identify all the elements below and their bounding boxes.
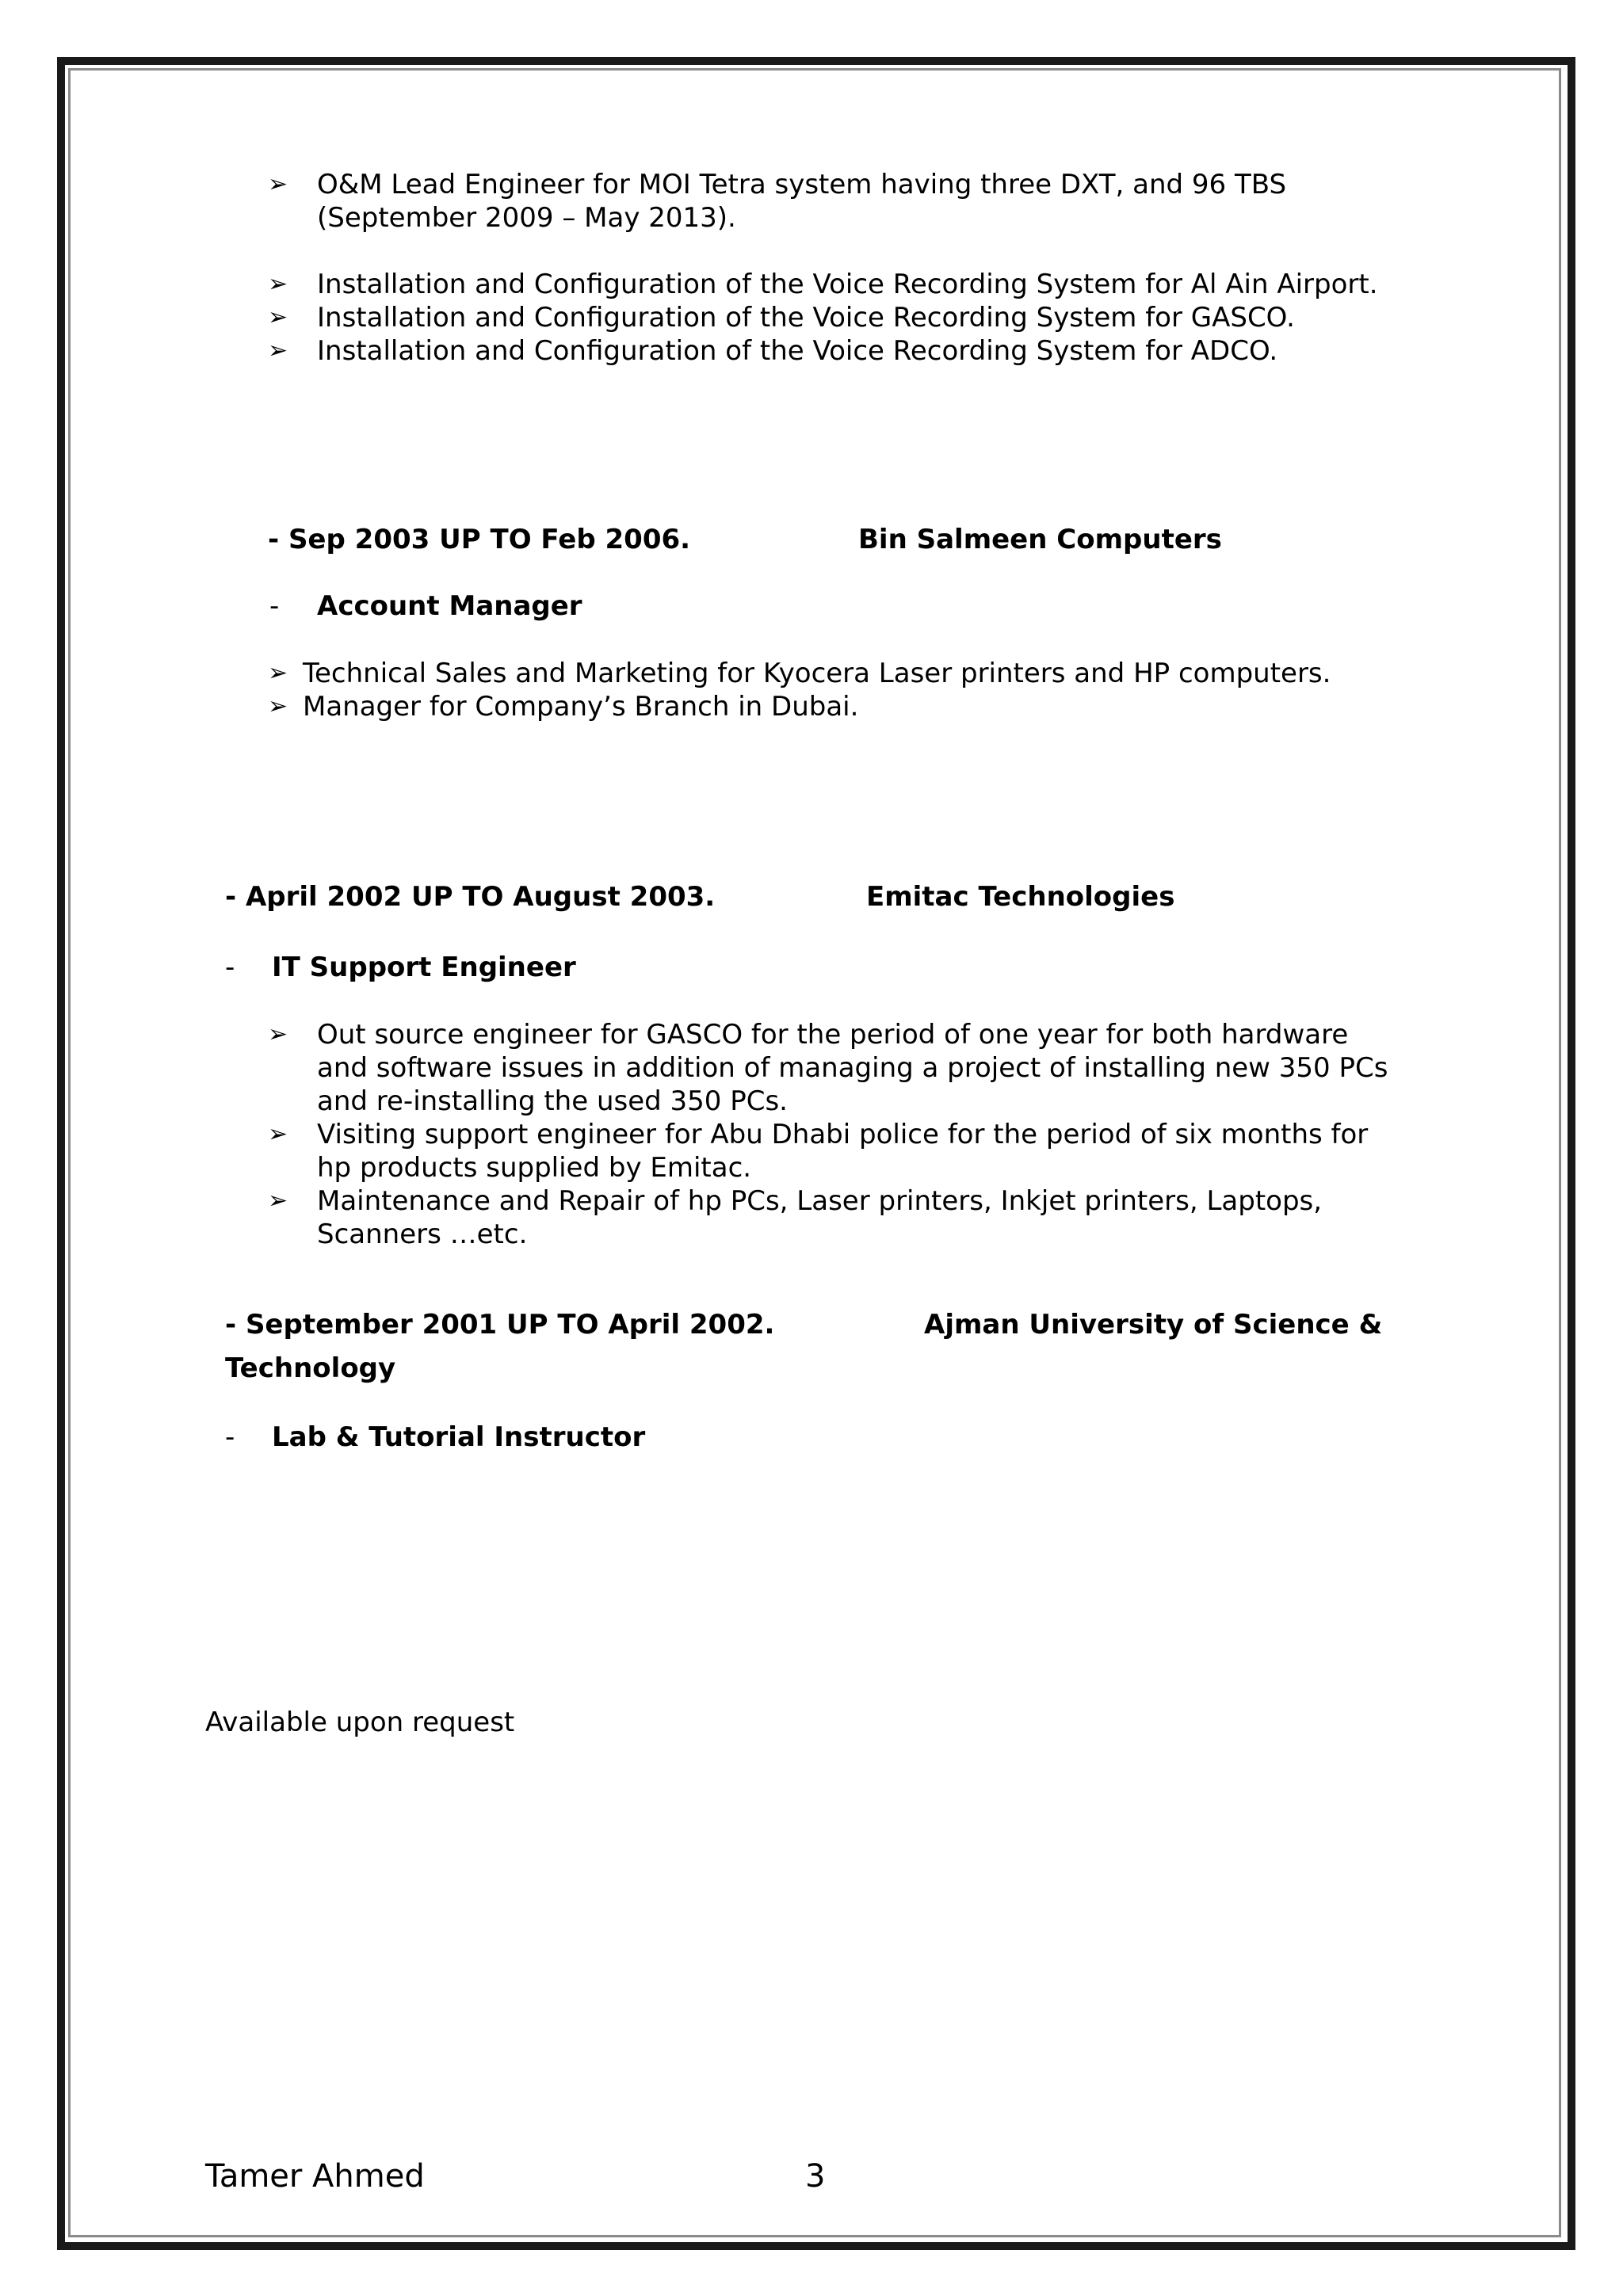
job-period: - April 2002 UP TO August 2003.: [225, 881, 716, 913]
list-item: ➢ Installation and Configuration of the Voice Recording System for ADCO.: [268, 335, 1278, 367]
arrowhead-bullet-icon: ➢: [268, 1187, 288, 1215]
footer-name: Tamer Ahmed: [205, 2158, 425, 2195]
list-item: ➢ Out source engineer for GASCO for the period of one year for both hardware and software issues in addition of managing a project of installing new 350 PCs and re-installing the used 350 PCs.: [268, 1019, 1388, 1117]
arrowhead-bullet-icon: ➢: [268, 692, 288, 720]
list-spacer: [268, 235, 1378, 268]
job-role: IT Support Engineer: [272, 952, 576, 983]
role-dash: -: [225, 952, 235, 983]
arrowhead-bullet-icon: ➢: [268, 170, 288, 198]
emitac-bullet-list: [268, 1018, 1388, 1251]
references-text: Available upon request: [205, 1707, 515, 1738]
role-dash: -: [225, 1421, 235, 1453]
job-company-continued: Technology: [225, 1352, 396, 1384]
list-item: ➢ Installation and Configuration of the Voice Recording System for Al Ain Airport.: [268, 269, 1378, 300]
job-period: - Sep 2003 UP TO Feb 2006.: [268, 524, 691, 555]
arrowhead-bullet-icon: ➢: [268, 1020, 288, 1048]
page-number: 3: [805, 2158, 826, 2195]
job-company: Ajman University of Science &: [924, 1309, 1383, 1341]
list-item: ➢ Installation and Configuration of the Voice Recording System for GASCO.: [268, 302, 1295, 334]
arrowhead-bullet-icon: ➢: [268, 337, 288, 364]
bin-salmeen-bullet-list: [268, 657, 1331, 723]
list-item: ➢ Maintenance and Repair of hp PCs, Laser printers, Inkjet printers, Laptops, Scanners …etc.: [268, 1185, 1323, 1250]
list-item: ➢ Manager for Company’s Branch in Dubai.: [268, 691, 859, 723]
job-period: - September 2001 UP TO April 2002.: [225, 1309, 775, 1341]
arrowhead-bullet-icon: ➢: [268, 270, 288, 298]
top-bullet-list: [268, 168, 1378, 368]
job-role: Account Manager: [317, 590, 582, 622]
list-item: ➢ Technical Sales and Marketing for Kyocera Laser printers and HP computers.: [268, 658, 1331, 689]
arrowhead-bullet-icon: ➢: [268, 303, 288, 331]
job-role: Lab & Tutorial Instructor: [272, 1421, 646, 1453]
job-company: Emitac Technologies: [866, 881, 1175, 913]
job-company: Bin Salmeen Computers: [858, 524, 1222, 555]
list-item: ➢ O&M Lead Engineer for MOI Tetra system having three DXT, and 96 TBS (September 2009 – May 2013).: [268, 169, 1287, 234]
list-item: ➢ Visiting support engineer for Abu Dhabi police for the period of six months for hp products supplied by Emitac.: [268, 1119, 1369, 1184]
role-dash: -: [269, 590, 280, 622]
arrowhead-bullet-icon: ➢: [268, 1120, 288, 1148]
arrowhead-bullet-icon: ➢: [268, 659, 288, 687]
